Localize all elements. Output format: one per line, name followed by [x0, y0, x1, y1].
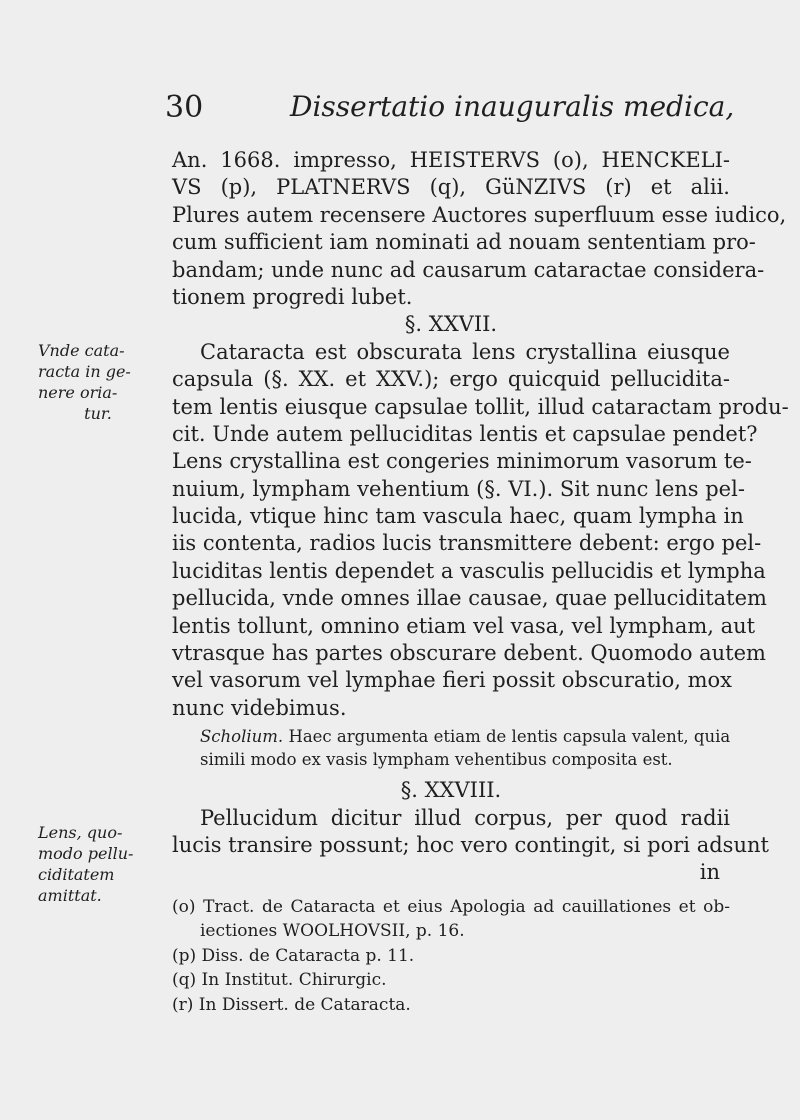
footnotes [172, 895, 730, 1018]
text-line: Plures autem recensere Auctores superfluum esse iudico, [172, 202, 787, 227]
page-number: 30 [165, 90, 204, 125]
text-line: nuium, lympham vehentium (§. VI.). Sit nunc lens pel- [172, 476, 745, 501]
catchword: in [699, 860, 720, 885]
margin-line: amittat. [38, 886, 102, 905]
footnote-o: (o) Tract. de Cataracta et eius Apologia ad cauillationes et ob- [172, 896, 730, 917]
margin-line: Lens, quo- [38, 823, 123, 842]
text-line: Cataracta est obscurata lens crystallina eiusque [200, 339, 730, 364]
text-line: An. 1668. impresso, HEISTERVS (o), HENCKELI- [172, 148, 730, 172]
text-line: lucida, vtique hinc tam vascula haec, quam lympha in [172, 504, 744, 529]
text-line: tionem progredi lubet. [172, 284, 413, 309]
footnote-q: (q) In Institut. Chirurgic. [172, 970, 387, 991]
paragraph-pellucidity [172, 805, 769, 887]
text-line: iis contenta, radios lucis transmittere debent: ergo pel- [172, 531, 762, 556]
text-line: luciditas lentis dependet a vasculis pellucidis et lympha [172, 558, 766, 583]
running-title: Dissertatio inauguralis medica, [290, 90, 735, 123]
scholium-text: Haec argumenta etiam de lentis capsula valent, quia [288, 727, 731, 747]
section-heading-27: §. XXVII. [404, 312, 498, 337]
margin-line: racta in ge- [38, 362, 131, 381]
margin-line: modo pellu- [38, 844, 134, 863]
footnote-p: (p) Diss. de Cataracta p. 11. [172, 945, 415, 966]
text-line: capsula (§. XX. et XXV.); ergo quicquid pellucidita- [172, 367, 730, 392]
text-line: bandam; unde nunc ad causarum cataractae considera- [172, 257, 765, 282]
margin-line: ciditatem [38, 865, 115, 884]
paragraph-authors [172, 147, 787, 311]
text-line: Pellucidum dicitur illud corpus, per quod radii [200, 805, 730, 830]
text-line: Lens crystallina est congeries minimorum vasorum te- [172, 449, 752, 474]
text-line: tem lentis eiusque capsulae tollit, illud cataractam produ- [172, 394, 789, 419]
paragraph-cataract-definition [172, 339, 789, 722]
scholium [172, 725, 730, 771]
margin-line: nere oria- [38, 383, 118, 402]
margin-note-cataract-origin [38, 340, 158, 424]
text-line: cit. Unde autem pelluciditas lentis et capsulae pendet? [172, 421, 758, 446]
section-heading-28: §. XXVIII. [400, 778, 502, 803]
text-line: vtrasque has partes obscurare debent. Quomodo autem [172, 641, 766, 666]
main-text [172, 147, 789, 1017]
text-line: cum sufficient iam nominati ad nouam sententiam pro- [172, 230, 756, 255]
margin-line: tur. [84, 404, 112, 423]
footnote-r: (r) In Dissert. de Cataracta. [172, 994, 411, 1015]
text-line: vel vasorum vel lymphae fieri possit obscuratio, mox [172, 668, 732, 693]
text-line: lucis transire possunt; hoc vero contingit, si pori adsunt [172, 832, 769, 857]
text-line: pellucida, vnde omnes illae causae, quae pelluciditatem [172, 586, 767, 611]
text-line: VS (p), PLATNERVS (q), GüNZIVS (r) et alii. [172, 175, 730, 200]
scholium-line: simili modo ex vasis lympham vehentibus composita est. [200, 750, 673, 770]
margin-line: Vnde cata- [38, 341, 125, 360]
running-header [0, 90, 800, 130]
scholium-label: Scholium. [200, 727, 284, 747]
text-line: nunc videbimus. [172, 695, 347, 720]
text-line: lentis tollunt, omnino etiam vel vasa, vel lympham, aut [172, 613, 756, 638]
footnote-o-cont: iectiones WOOLHOVSII, p. 16. [200, 921, 465, 942]
scholium-line [172, 725, 730, 748]
margin-note-lens-transparency [38, 822, 158, 906]
